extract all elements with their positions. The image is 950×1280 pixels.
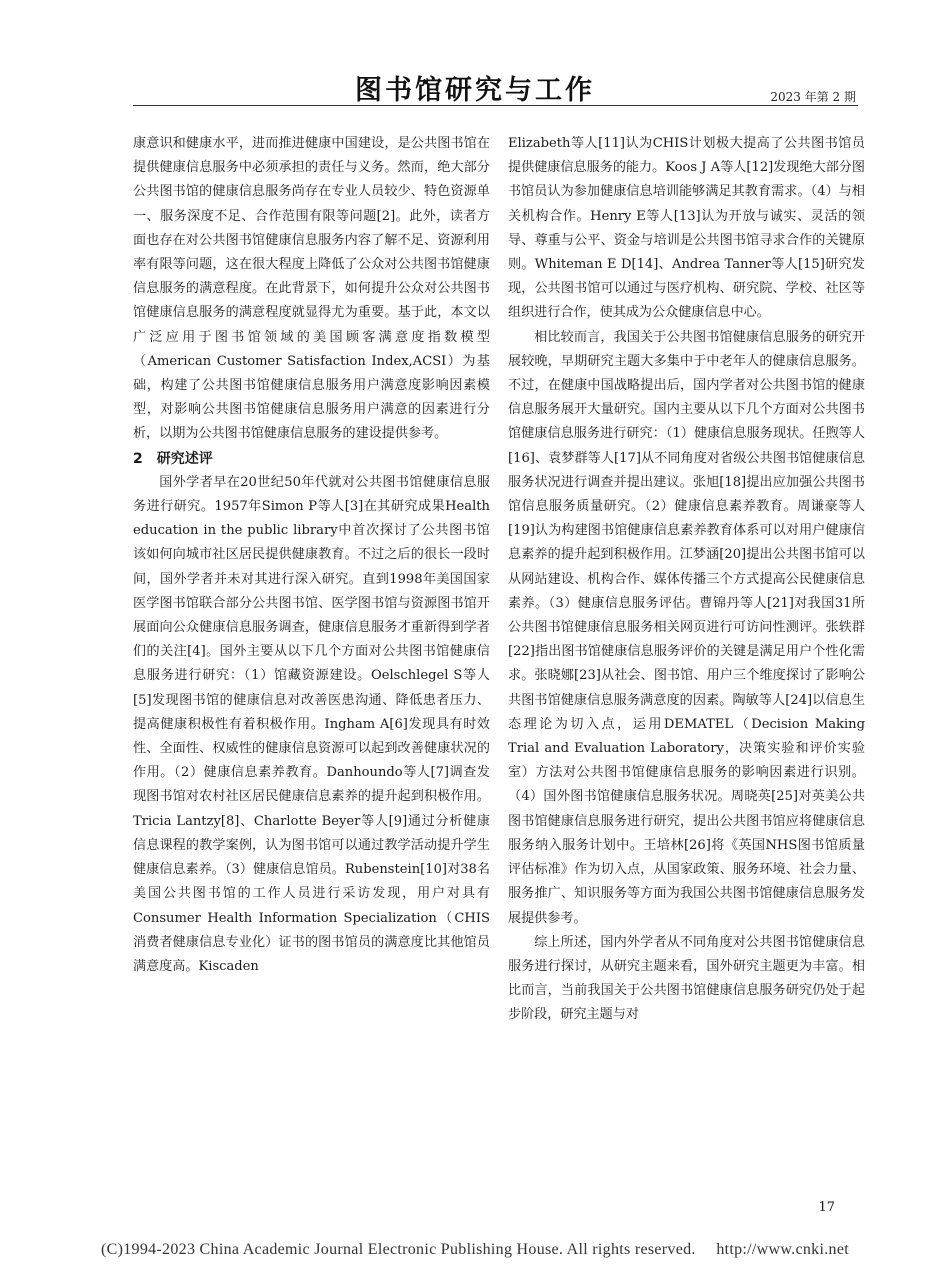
paragraph: 相比较而言，我国关于公共图书馆健康信息服务的研究开展较晚，早期研究主题大多集中于中老年人的健康信息服务。不过，在健康中国战略提出后，国内学者对公共图书馆的健康信息服务展开大量研究。国内主要从以下几个方面对公共图书馆健康信息服务进行研究：（1）健康信息服务现状。任煦等人[16]、袁梦群等人[17]从不同角度对省级公共图书馆健康信息服务状况进行调查并提出建议。张旭[18]提出应加强公共图书馆信息服务质量研究。（2）健康信息素养教育。周谦豪等人[19]认为构建图书馆健康信息素养教育体系可以对用户健康信息素养的提升起到积极作用。江梦涵[20]提出公共图书馆可以从网站建设、机构合作、媒体传播三个方式提高公民健康信息素养。（3）健康信息服务评估。曹锦丹等人[21]对我国31所公共图书馆健康信息服务相关网页进行可访问性测评。张轶群[22]指出图书馆健康信息服务评价的关键是满足用户个性化需求。张晓娜[23]从社会、图书馆、用户三个维度探讨了影响公共图书馆健康信息服务满意度的因素。陶敏等人[24]以信息生态理论为切入点，运用DEMATEL（Decision Making Trial and Evaluation Laboratory，决策实验和评价实验室）方法对公共图书馆健康信息服务的影响因素进行识别。（4）国外图书馆健康信息服务状况。周晓英[25]对英美公共图书馆健康信息服务进行研究，提出公共图书馆应将健康信息服务纳入服务计划中。王培林[26]将《英国NHS图书馆质量评估标准》作为切入点，从国家政策、服务环境、社会力量、服务推广、知识服务等方面为我国公共图书馆健康信息服务发展提供参考。: [508, 329, 865, 926]
journal-title: 图书馆研究与工作: [355, 75, 595, 106]
right-column: [508, 132, 865, 1028]
page-number: 17: [818, 1200, 835, 1215]
paragraph: Elizabeth等人[11]认为CHIS计划极大提高了公共图书馆员提供健康信息服务的能力。Koos J A等人[12]发现绝大部分图书馆员认为参加健康信息培训能够满足其教育需求。（4）与相关机构合作。Henry E等人[13]认为开放与诚实、灵活的领导、尊重与公平、资金与培训是公共图书馆寻求合作的关键原则。Whiteman E D[14]、Andrea Tanner等人[15]研究发现，公共图书馆可以通过与医疗机构、研究院、学校、社区等组织进行合作，使其成为公众健康信息中心。: [508, 136, 865, 321]
paragraph: 国外学者早在20世纪50年代就对公共图书馆健康信息服务进行研究。1957年Simon P等人[3]在其研究成果Health education in the public library中首次探讨了公共图书馆该如何向城市社区居民提供健康教育。不过之后的很长一段时间，国外学者并未对其进行深入研究。直到1998年美国国家医学图书馆联合部分公共图书馆、医学图书馆与资源图书馆开展面向公众健康信息服务调查，健康信息服务才重新得到学者们的关注[4]。国外主要从以下几个方面对公共图书馆健康信息服务进行研究：（1）馆藏资源建设。Oelschlegel S等人[5]发现图书馆的健康信息对改善医患沟通、降低患者压力、提高健康积极性有着积极作用。Ingham A[6]发现具有时效性、全面性、权威性的健康信息资源可以起到改善健康状况的作用。（2）健康信息素养教育。Danhoundo等人[7]调查发现图书馆对农村社区居民健康信息素养的提升起到积极作用。Tricia Lantzy[8]、Charlotte Beyer等人[9]通过分析健康信息课程的教学案例，认为图书馆可以通过教学活动提升学生健康信息素养。（3）健康信息馆员。Rubenstein[10]对38名美国公共图书馆的工作人员进行采访发现，用户对具有Consumer Health Information Specialization（CHIS消费者健康信息专业化）证书的图书馆员的满意度比其他馆员满意度高。Kiscaden: [133, 474, 490, 974]
section-heading: 2 研究述评: [133, 450, 213, 467]
left-column: [133, 132, 490, 979]
copyright-notice: (C)1994-2023 China Academic Journal Electronic Publishing House. All rights reserved. http://www.cnki.net: [101, 1241, 849, 1258]
header-rule: [133, 105, 858, 106]
paragraph: 康意识和健康水平，进而推进健康中国建设，是公共图书馆在提供健康信息服务中必须承担的责任与义务。然而，绝大部分公共图书馆的健康信息服务尚存在专业人员较少、特色资源单一、服务深度不足、合作范围有限等问题[2]。此外，读者方面也存在对公共图书馆健康信息服务内容了解不足、资源利用率有限等问题，这在很大程度上降低了公众对公共图书馆健康信息服务的满意程度。在此背景下，如何提升公众对公共图书馆健康信息服务的满意程度就显得尤为重要。基于此，本文以广泛应用于图书馆领域的美国顾客满意度指数模型（American Customer Satisfaction Index,ACSI）为基础，构建了公共图书馆健康信息服务用户满意度影响因素模型，对影响公共图书馆健康信息服务用户满意的因素进行分析，以期为公共图书馆健康信息服务的建设提供参考。: [133, 136, 490, 442]
issue-label: 2023 年第 2 期: [770, 90, 856, 104]
paragraph: 综上所述，国内外学者从不同角度对公共图书馆健康信息服务进行探讨，从研究主题来看，国外研究主题更为丰富。相比而言，当前我国关于公共图书馆健康信息服务研究仍处于起步阶段，研究主题与对: [508, 934, 865, 1023]
